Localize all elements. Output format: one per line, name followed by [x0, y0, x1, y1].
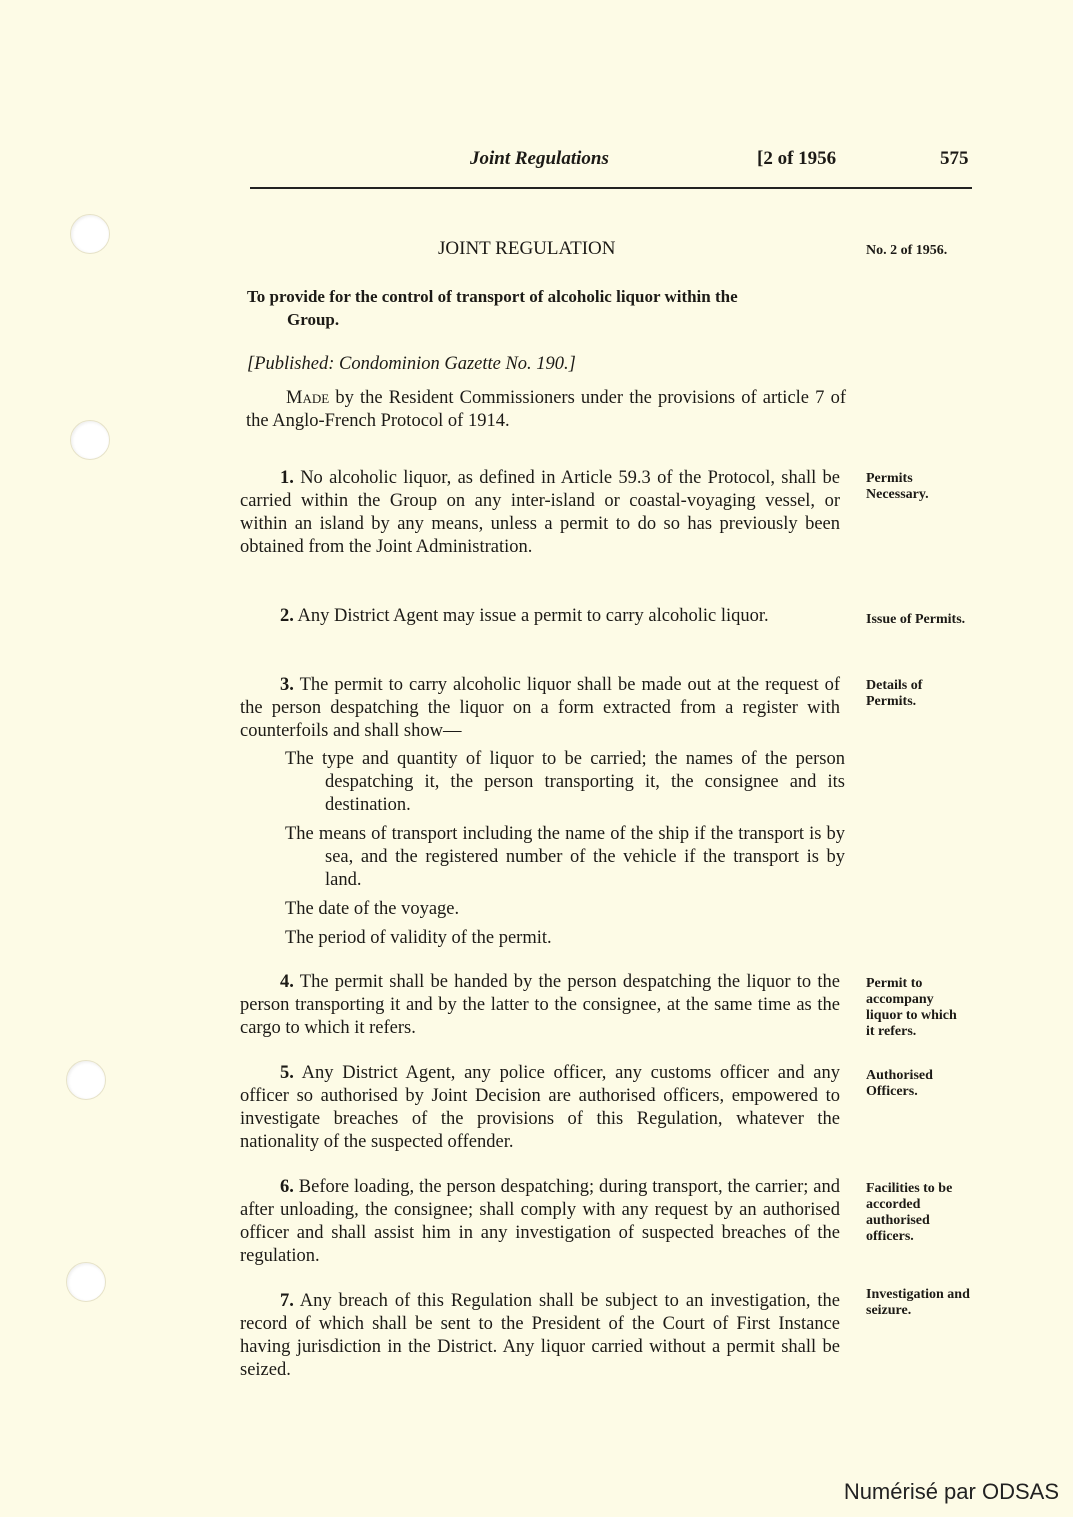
list-item: The means of transport including the name of the ship if the transport is by sea, and the registered number of the vehicle if the transport is by land.	[285, 824, 845, 890]
margin-note: Permits Necessary.	[866, 471, 929, 502]
section-text: Any District Agent may issue a permit to carry alcoholic liquor.	[297, 606, 769, 626]
purpose-line: To provide for the control of transport of alcoholic liquor within the	[247, 287, 738, 306]
running-title: Joint Regulations	[470, 148, 609, 169]
margin-note-number: No. 2 of 1956.	[866, 243, 948, 258]
section-number: 6.	[280, 1177, 294, 1197]
digitization-credit: Numérisé par ODSAS	[843, 1479, 1059, 1504]
punch-hole	[70, 214, 110, 254]
made-label: Made	[286, 388, 330, 408]
margin-note: Facilities to be accorded authorised officers.	[866, 1181, 953, 1244]
section-2	[240, 605, 840, 628]
margin-note: Investigation and seizure.	[866, 1287, 970, 1318]
section-number: 1.	[280, 468, 294, 488]
section-3	[240, 674, 840, 743]
margin-note: Authorised Officers.	[866, 1068, 933, 1099]
made-text: by the Resident Commissioners under the provisions of article 7 of the Anglo-French Protocol of 1914.	[246, 388, 846, 431]
section-number: 5.	[280, 1063, 294, 1083]
section-number: 4.	[280, 972, 294, 992]
section-3-items	[285, 748, 845, 950]
section-text: Any District Agent, any police officer, any customs officer and any officer so authorised by Joint Decision are authorised officers, empowered to investigate breaches of the provisions of this Regulation, whatever the nationality of the suspected offender.	[240, 1063, 840, 1152]
section-4	[240, 971, 840, 1040]
header-rule	[250, 187, 972, 189]
section-text: The permit shall be handed by the person despatching the liquor to the person transporting it and by the latter to the consignee, at the same time as the cargo to which it refers.	[240, 972, 840, 1038]
section-text: Any breach of this Regulation shall be subject to an investigation, the record of which shall be sent to the President of the Court of First Instance having jurisdiction in the District. Any liquor carried without a permit shall be seized.	[240, 1291, 840, 1380]
list-item: The date of the voyage.	[285, 899, 460, 919]
regulation-purpose	[247, 285, 847, 331]
margin-note: Permit to accompany liquor to which it refers.	[866, 976, 957, 1039]
regulation-reference: [2 of 1956	[757, 148, 837, 169]
punch-hole	[66, 1262, 106, 1302]
section-text: Before loading, the person despatching; during transport, the carrier; and after unloading, the consignee; shall comply with any request by an authorised officer and shall assist him in any investigation of suspected breaches of the regulation.	[240, 1177, 840, 1266]
section-7	[240, 1290, 840, 1382]
section-6	[240, 1176, 840, 1268]
section-number: 7.	[280, 1291, 294, 1311]
punch-hole	[70, 420, 110, 460]
section-text: No alcoholic liquor, as defined in Article 59.3 of the Protocol, shall be carried within the Group on any inter-island or coastal-voyaging vessel, or within an island by any means, unless a permit to do so has previously been obtained from the Joint Administration.	[240, 468, 841, 557]
margin-note: Details of Permits.	[866, 678, 923, 709]
section-1	[240, 467, 840, 559]
list-item: The period of validity of the permit.	[285, 928, 552, 948]
section-number: 2.	[280, 606, 294, 626]
publication-note: [Published: Condominion Gazette No. 190.]	[247, 354, 576, 374]
section-5	[240, 1062, 840, 1154]
enacting-clause	[246, 387, 846, 433]
page-number: 575	[940, 148, 969, 169]
punch-hole	[66, 1060, 106, 1100]
margin-note: Issue of Permits.	[866, 612, 966, 627]
purpose-line: Group.	[287, 310, 340, 329]
section-number: 3.	[280, 675, 294, 695]
page-title: JOINT REGULATION	[438, 238, 616, 259]
list-item: The type and quantity of liquor to be carried; the names of the person despatching it, the person transporting it, the consignee and its destination.	[285, 749, 845, 815]
section-text: The permit to carry alcoholic liquor shall be made out at the request of the person despatching the liquor on a form extracted from a register with counterfoils and shall show—	[240, 675, 840, 741]
